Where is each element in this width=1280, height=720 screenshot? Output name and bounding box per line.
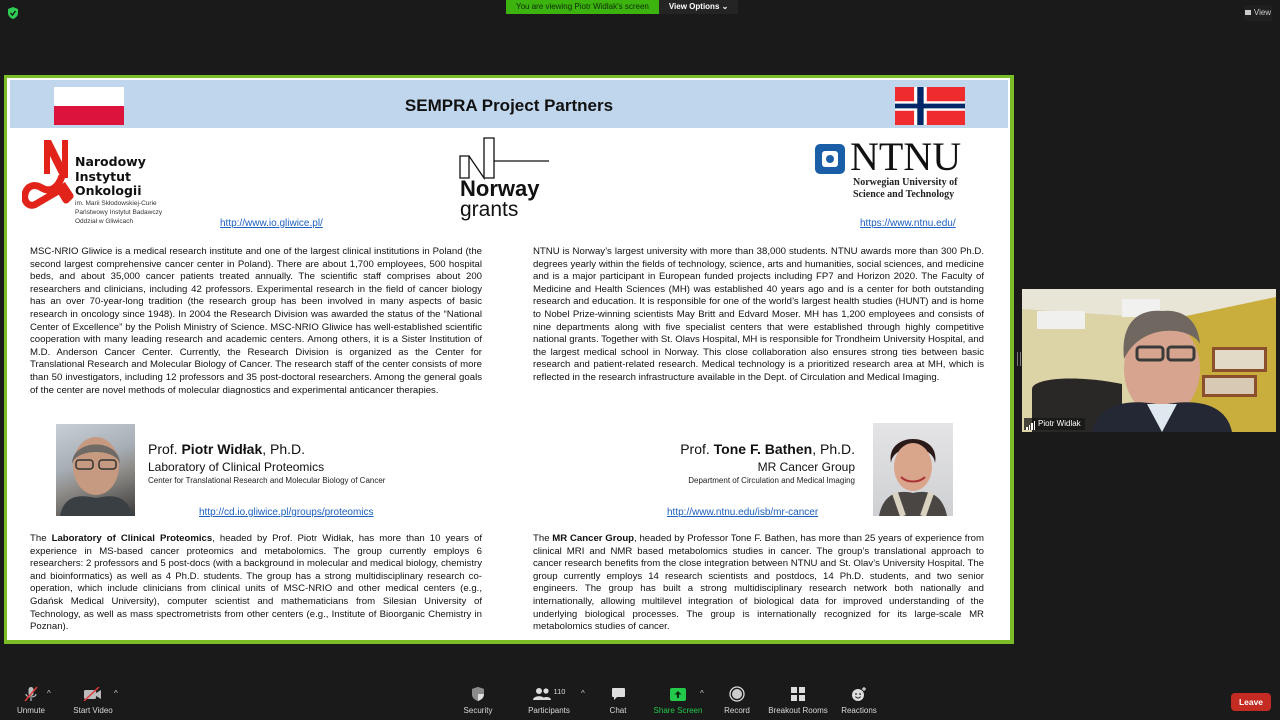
video-feed-icon: [1022, 289, 1276, 432]
participant-video[interactable]: [1022, 289, 1276, 432]
reactions-button[interactable]: [838, 684, 880, 718]
slide-header: [10, 80, 1008, 128]
ntnu-logo-word: NTNU: [850, 134, 962, 179]
security-label: Security: [463, 706, 493, 715]
desc-bold: MR Cancer Group: [552, 533, 635, 544]
unmute-button[interactable]: [12, 684, 50, 718]
participant-name-tag: [1024, 418, 1085, 430]
record-icon: [729, 686, 745, 702]
unmute-label: Unmute: [16, 706, 45, 715]
norway-grants-line2: grants: [460, 198, 519, 221]
nio-description: MSC-NRIO Gliwice is a medical research institute and one of the largest clinical institutions in Poland (the second largest comprehensive cancer center in Poland). There are about 1,700 employees, 500 hospital beds, and about 35,000 cancer patients treated annually. The scientific staff comprises about 200 researchers and clinicians, including 42 professors. Experimental research in the field of cancer biology has an over 70-year-long tradition (the research group has been involved in many aspects of basic research in oncology since 1948). In 2004 the Research Division was awarded the status of the “National Center of Excellence” by the Polish Ministry of Science. MSC-NRIO Gliwice has well-established scientific cooperation with many leading research and academic centers. Among others, it is a Sister Institution of M.D. Anderson Cancer Center. Currently, the Research Division is organized as the Center for Translational Research and Molecular Biology of Cancer. The research staff of the center consists of more than 50 investigators, including 12 professors and 35 post-doctoral researchers. Among the general goals of the center are novel methods of molecular diagnostics and experimental anticancer therapies.: [30, 246, 482, 396]
name-suffix: , Ph.D.: [812, 441, 855, 457]
logo-sub-line: Państwowy Instytut Badawczy: [75, 209, 163, 216]
grid-view-icon: [1245, 10, 1251, 15]
name-prefix: Prof.: [680, 441, 714, 457]
reactions-label: Reactions: [841, 706, 877, 715]
view-options-button[interactable]: [659, 0, 738, 14]
name-suffix: , Ph.D.: [262, 441, 306, 457]
ntnu-description: NTNU is Norway’s largest university with more than 38,000 students. NTNU awards more than 300 Ph.D. degrees yearly within the fields of technology, science, arts and humanities, social sciences, and medicine and is a major participant in European funded projects including FP7 and Horizon 2020. The Faculty of Medicine and Health Sciences (MH) was established 40 years ago and is a center for both outstanding research and education. It is responsible for one of the world’s largest health studies (HUNT) and is home to Nobel Prize-winning scientists May Britt and Edvard Moser. MH has 1,200 employees and consists of nine departments along with five specialist centers that were established through highly competitive national grants. Together with St. Olavs Hospital, MH is responsible for Trondheim University Hospital, and the largest medical school in Norway. This close collaboration also ensures strong ties between basic research and patient-related research. Medical technology is a prioritized research area at MH, which is reflected in the research infrastructure available in the Dept. of Circulation and Medical Imaging.: [533, 246, 984, 383]
shared-screen: [4, 75, 1014, 644]
desc-rest: , headed by Professor Tone F. Bathen, has more than 25 years of experience from clinical MRI and NMR based metabolomics studies in cancer. The group’s translational approach to cancer research benefits from the close integration between NTNU and St. Olav’s University Hospital. The group currently employs 14 research scientists and postdocs, 14 Ph.D. students, and two senior engineers. The group has built a strong multidisciplinary research network both nationally and internationally, allowing multilevel integration of biological data for improved understanding of the underlying biological processes. The group is internationally recognized for its large-scale MR metabolomics studies of cancer.: [533, 533, 984, 633]
chat-button[interactable]: [603, 684, 633, 718]
viewing-screen-label: You are viewing Piotr Widlak's screen: [506, 0, 659, 14]
start-video-label: Start Video: [73, 706, 113, 715]
chat-bubble-icon: [611, 687, 626, 701]
slide-title: SEMPRA Project Partners: [404, 96, 614, 115]
record-label: Record: [724, 706, 750, 715]
chat-label: Chat: [609, 706, 627, 715]
microphone-muted-icon: [23, 686, 39, 702]
desc-lead: The: [30, 533, 52, 544]
proteomics-description: [30, 533, 482, 634]
piotr-widlak-photo: [56, 424, 135, 516]
share-screen-button[interactable]: [650, 684, 706, 718]
desc-rest: , headed by Prof. Piotr Widłak, has more than 10 years of experience in MS-based cancer proteomics and metabolomics. The group currently employs 6 researchers: 2 professors and 5 post-docs (with a background in molecular and medical biology, chemistry and bioinformatics) as well as 4 Ph.D. students. The group has a strong multidisciplinary research co-operation, which include clinicians from clinical units of MSC-NRIO and other medical centers (e.g., Gdańsk Medical University), computer scientist and mathematicians from Silesian University of Technology, as well as mass spectrometrists from other centers (e.g., Institute of Bioorganic Chemistry in Poznan).: [30, 533, 483, 633]
share-options-caret[interactable]: ^: [700, 689, 704, 698]
logo-sub-line: Norwegian University of: [853, 177, 958, 188]
participants-count: 110: [553, 686, 566, 696]
video-off-icon: [83, 687, 103, 701]
prof-widlak-lab: Laboratory of Clinical Proteomics: [148, 460, 325, 474]
start-video-button[interactable]: [68, 684, 118, 718]
participants-options-caret[interactable]: ^: [581, 689, 585, 698]
portrait-icon: [873, 423, 953, 516]
share-screen-icon: [670, 688, 686, 701]
record-button[interactable]: [720, 684, 754, 718]
prof-widlak-name: [148, 441, 305, 457]
norway-flag-icon: [895, 87, 965, 125]
logo-line: Narodowy: [75, 154, 146, 169]
tone-bathen-photo: [873, 423, 953, 516]
prof-bathen-dept: Department of Circulation and Medical Imaging: [688, 476, 855, 485]
ntnu-url-link[interactable]: https://www.ntnu.edu/: [860, 218, 956, 229]
nio-logo-subtext: [75, 199, 162, 226]
leave-button[interactable]: Leave: [1231, 693, 1271, 711]
security-shield-icon: [471, 686, 485, 702]
slide: [7, 78, 1010, 640]
desc-bold: Laboratory of Clinical Proteomics: [51, 533, 213, 544]
mr-cancer-url-link[interactable]: http://www.ntnu.edu/isb/mr-cancer: [667, 507, 819, 518]
share-screen-label: Share Screen: [653, 706, 703, 715]
audio-options-caret[interactable]: ^: [47, 689, 51, 698]
name-bold: Tone F. Bathen: [713, 441, 813, 457]
participants-label: Participants: [528, 706, 570, 715]
nio-url-link[interactable]: http://www.io.gliwice.pl/: [220, 218, 323, 229]
security-button[interactable]: [458, 684, 498, 718]
prof-bathen-lab: MR Cancer Group: [757, 460, 855, 474]
breakout-rooms-icon: [791, 687, 805, 701]
proteomics-url-link[interactable]: http://cd.io.gliwice.pl/groups/proteomics: [199, 507, 374, 518]
prof-bathen-name: [680, 441, 855, 457]
reactions-emoji-icon: [851, 686, 867, 702]
logo-sub-line: Science and Technology: [853, 189, 955, 200]
security-shield-icon[interactable]: [6, 6, 20, 20]
name-prefix: Prof.: [148, 441, 182, 457]
screen-share-banner: [506, 0, 738, 14]
logo-sub-line: Oddział w Gliwicach: [75, 218, 134, 225]
norway-grants-line1: Norway: [460, 176, 540, 201]
prof-widlak-dept: Center for Translational Research and Molecular Biology of Cancer: [148, 476, 386, 485]
ntnu-logo-icon: [815, 144, 845, 174]
view-label: View: [1253, 8, 1272, 17]
participants-icon: [533, 687, 551, 701]
view-options-label: View Options: [668, 2, 720, 11]
nio-logo-text: [75, 155, 146, 199]
logo-sub-line: im. Marii Skłodowskiej-Curie: [75, 200, 157, 207]
panel-resize-handle[interactable]: [1017, 352, 1021, 366]
breakout-rooms-label: Breakout Rooms: [768, 706, 828, 715]
meeting-toolbar: [0, 684, 1280, 720]
chevron-down-icon: ⌄: [721, 2, 729, 11]
ntnu-logo-subtext: [853, 177, 957, 201]
desc-lead: The: [533, 533, 553, 544]
portrait-icon: [56, 424, 135, 516]
breakout-rooms-button[interactable]: [766, 684, 830, 718]
video-options-caret[interactable]: ^: [114, 689, 118, 698]
mr-cancer-description: [533, 533, 984, 634]
name-bold: Piotr Widłak: [181, 441, 263, 457]
logo-line: Instytut: [75, 168, 131, 184]
participants-button[interactable]: [524, 684, 574, 718]
logo-line: Onkologii: [75, 183, 142, 198]
participant-name: Piotr Widlak: [1038, 419, 1081, 428]
view-button[interactable]: [1244, 5, 1272, 21]
